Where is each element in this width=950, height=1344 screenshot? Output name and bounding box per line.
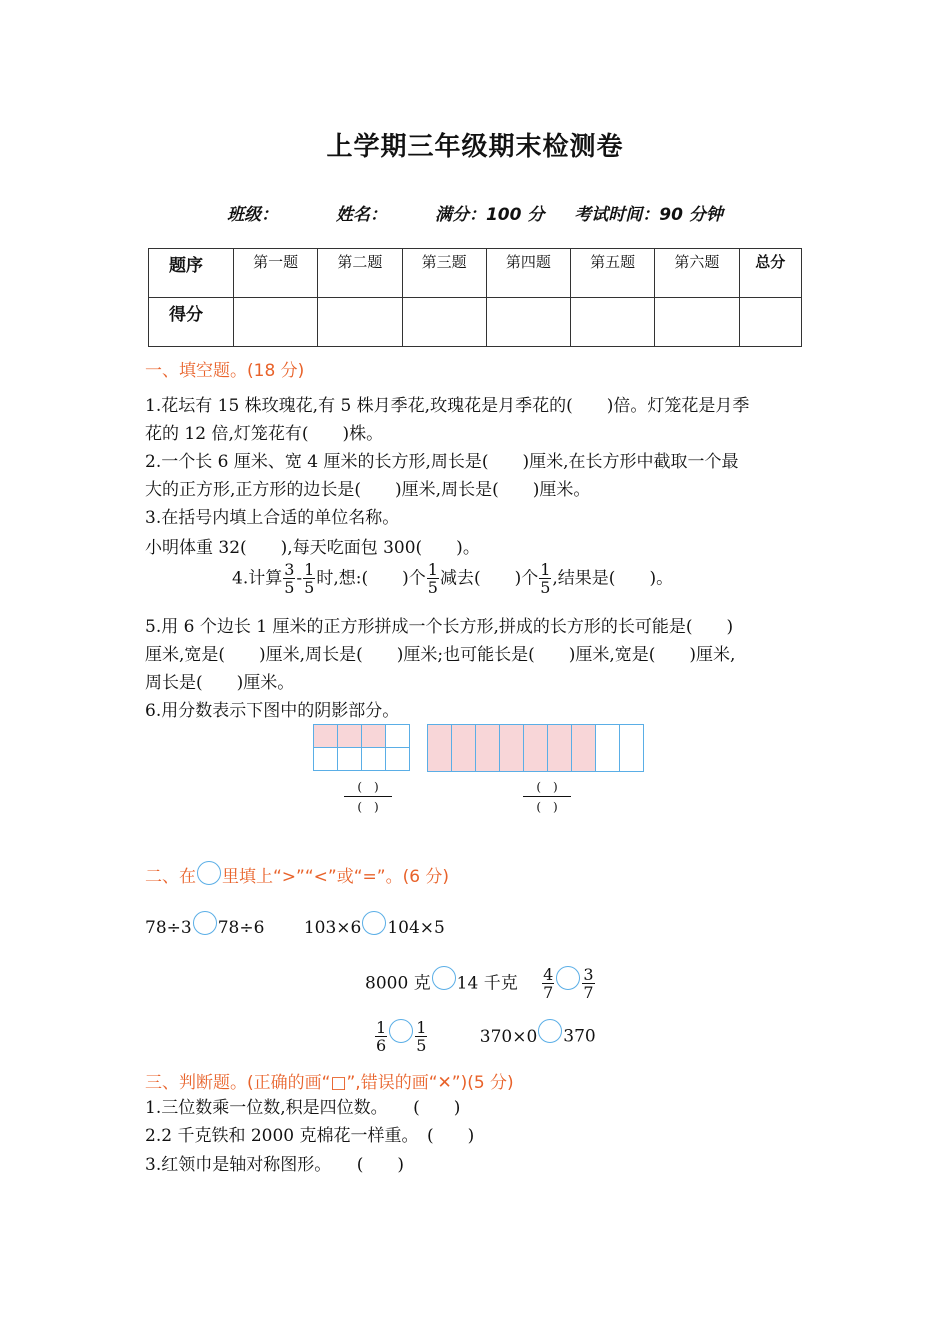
page-title: 上学期三年级期末检测卷 bbox=[326, 132, 624, 162]
q4-text: - bbox=[296, 568, 303, 589]
answer-fraction-2[interactable]: ( ) ( ) bbox=[523, 778, 571, 815]
fraction: $\frac{4}{7}$ bbox=[543, 965, 554, 1002]
fraction: $\frac{1}{5}$ bbox=[416, 1018, 427, 1055]
shaded-figure-2 bbox=[427, 724, 644, 772]
q6-line: 6.用分数表示下图中的阴影部分。 bbox=[145, 701, 400, 721]
q4-text: 4.计算 bbox=[232, 568, 283, 589]
q2-line-1: 2.一个长 6 厘米、宽 4 厘米的长方形,周长是( )厘米,在长方形中截取一个最 bbox=[145, 452, 739, 472]
compare-circle-3[interactable] bbox=[432, 966, 456, 990]
full-score: 满分：100 分 bbox=[434, 205, 545, 225]
fraction: $\frac{1}{5}$ bbox=[427, 560, 438, 597]
score-table-header-row bbox=[149, 249, 802, 298]
score-cell[interactable] bbox=[234, 298, 318, 347]
shaded-figure-1 bbox=[313, 724, 410, 771]
header-cell: 第五题 bbox=[571, 249, 655, 298]
score-cell[interactable] bbox=[486, 298, 570, 347]
q1-line-2: 花的 12 倍,灯笼花有( )株。 bbox=[145, 424, 384, 444]
q1-line-1: 1.花坛有 15 株玫瑰花,有 5 株月季花,玫瑰花是月季花的( )倍。灯笼花是月季 bbox=[145, 396, 750, 416]
score-table-row bbox=[149, 298, 802, 347]
score-cell[interactable] bbox=[739, 298, 802, 347]
student-info bbox=[0, 200, 950, 225]
compare-circle-6[interactable] bbox=[538, 1019, 562, 1043]
q5-line-3: 周长是( )厘米。 bbox=[145, 673, 295, 693]
header-cell: 总分 bbox=[739, 249, 802, 298]
fraction: $\frac{3}{5}$ bbox=[284, 560, 295, 597]
score-cell[interactable] bbox=[402, 298, 486, 347]
q3-line-2: 小明体重 32( ),每天吃面包 300( )。 bbox=[145, 538, 480, 558]
score-cell[interactable] bbox=[655, 298, 739, 347]
judge-item-2: 2.2 千克铁和 2000 克棉花一样重。 ( ) bbox=[145, 1126, 475, 1146]
header-cell: 第三题 bbox=[402, 249, 486, 298]
header-cell: 题序 bbox=[149, 249, 234, 298]
q4-text: ,结果是( )。 bbox=[552, 568, 674, 589]
fraction: $\frac{1}{6}$ bbox=[376, 1018, 387, 1055]
q4-line bbox=[232, 562, 673, 596]
q4-text: 减去( )个 bbox=[439, 568, 539, 589]
score-table bbox=[148, 248, 802, 347]
name-label: 姓名： bbox=[336, 205, 388, 225]
q2-line-2: 大的正方形,正方形的边长是( )厘米,周长是( )厘米。 bbox=[145, 480, 591, 500]
section-3-title: 三、判断题。(正确的画“□”,错误的画“✕”)(5 分) bbox=[145, 1073, 514, 1093]
fraction: $\frac{1}{5}$ bbox=[540, 560, 551, 597]
fraction: $\frac{1}{5}$ bbox=[304, 560, 315, 597]
compare-circle-4[interactable] bbox=[556, 966, 580, 990]
compare-circle-2[interactable] bbox=[362, 911, 386, 935]
q5-line-2: 厘米,宽是( )厘米,周长是( )厘米;也可能长是( )厘米,宽是( )厘米, bbox=[145, 645, 736, 665]
q3-line-1: 3.在括号内填上合适的单位名称。 bbox=[145, 508, 400, 528]
section-2-title: 二、在 里填上“>”“<”或“=”。(6 分) bbox=[145, 862, 449, 889]
header-cell: 第一题 bbox=[234, 249, 318, 298]
header-cell: 第二题 bbox=[318, 249, 402, 298]
judge-item-1: 1.三位数乘一位数,积是四位数。 ( ) bbox=[145, 1098, 461, 1118]
compare-row-3: $\frac{1}{6}$ $\frac{1}{5}$ 370×0 370 bbox=[376, 1018, 596, 1055]
row-label: 得分 bbox=[149, 298, 234, 347]
compare-circle-1[interactable] bbox=[193, 911, 217, 935]
class-label: 班级： bbox=[227, 205, 279, 225]
q4-text: 时,想:( )个 bbox=[316, 568, 426, 589]
compare-circle-5[interactable] bbox=[389, 1019, 413, 1043]
fraction: $\frac{3}{7}$ bbox=[583, 965, 594, 1002]
exam-time: 考试时间：90 分钟 bbox=[574, 205, 723, 225]
section-1-title: 一、填空题。(18 分) bbox=[145, 361, 305, 381]
q5-line-1: 5.用 6 个边长 1 厘米的正方形拼成一个长方形,拼成的长方形的长可能是( ) bbox=[145, 617, 734, 637]
score-cell[interactable] bbox=[318, 298, 402, 347]
score-cell[interactable] bbox=[571, 298, 655, 347]
compare-circle-icon bbox=[197, 861, 221, 885]
compare-row-2: 8000 克 14 千克 $\frac{4}{7}$ $\frac{3}{7}$ bbox=[365, 965, 594, 1002]
header-cell: 第六题 bbox=[655, 249, 739, 298]
judge-item-3: 3.红领巾是轴对称图形。 ( ) bbox=[145, 1155, 404, 1175]
header-cell: 第四题 bbox=[486, 249, 570, 298]
answer-fraction-1[interactable]: ( ) ( ) bbox=[344, 778, 392, 815]
compare-row-1: 78÷3 78÷6 103×6 104×5 bbox=[145, 914, 445, 942]
